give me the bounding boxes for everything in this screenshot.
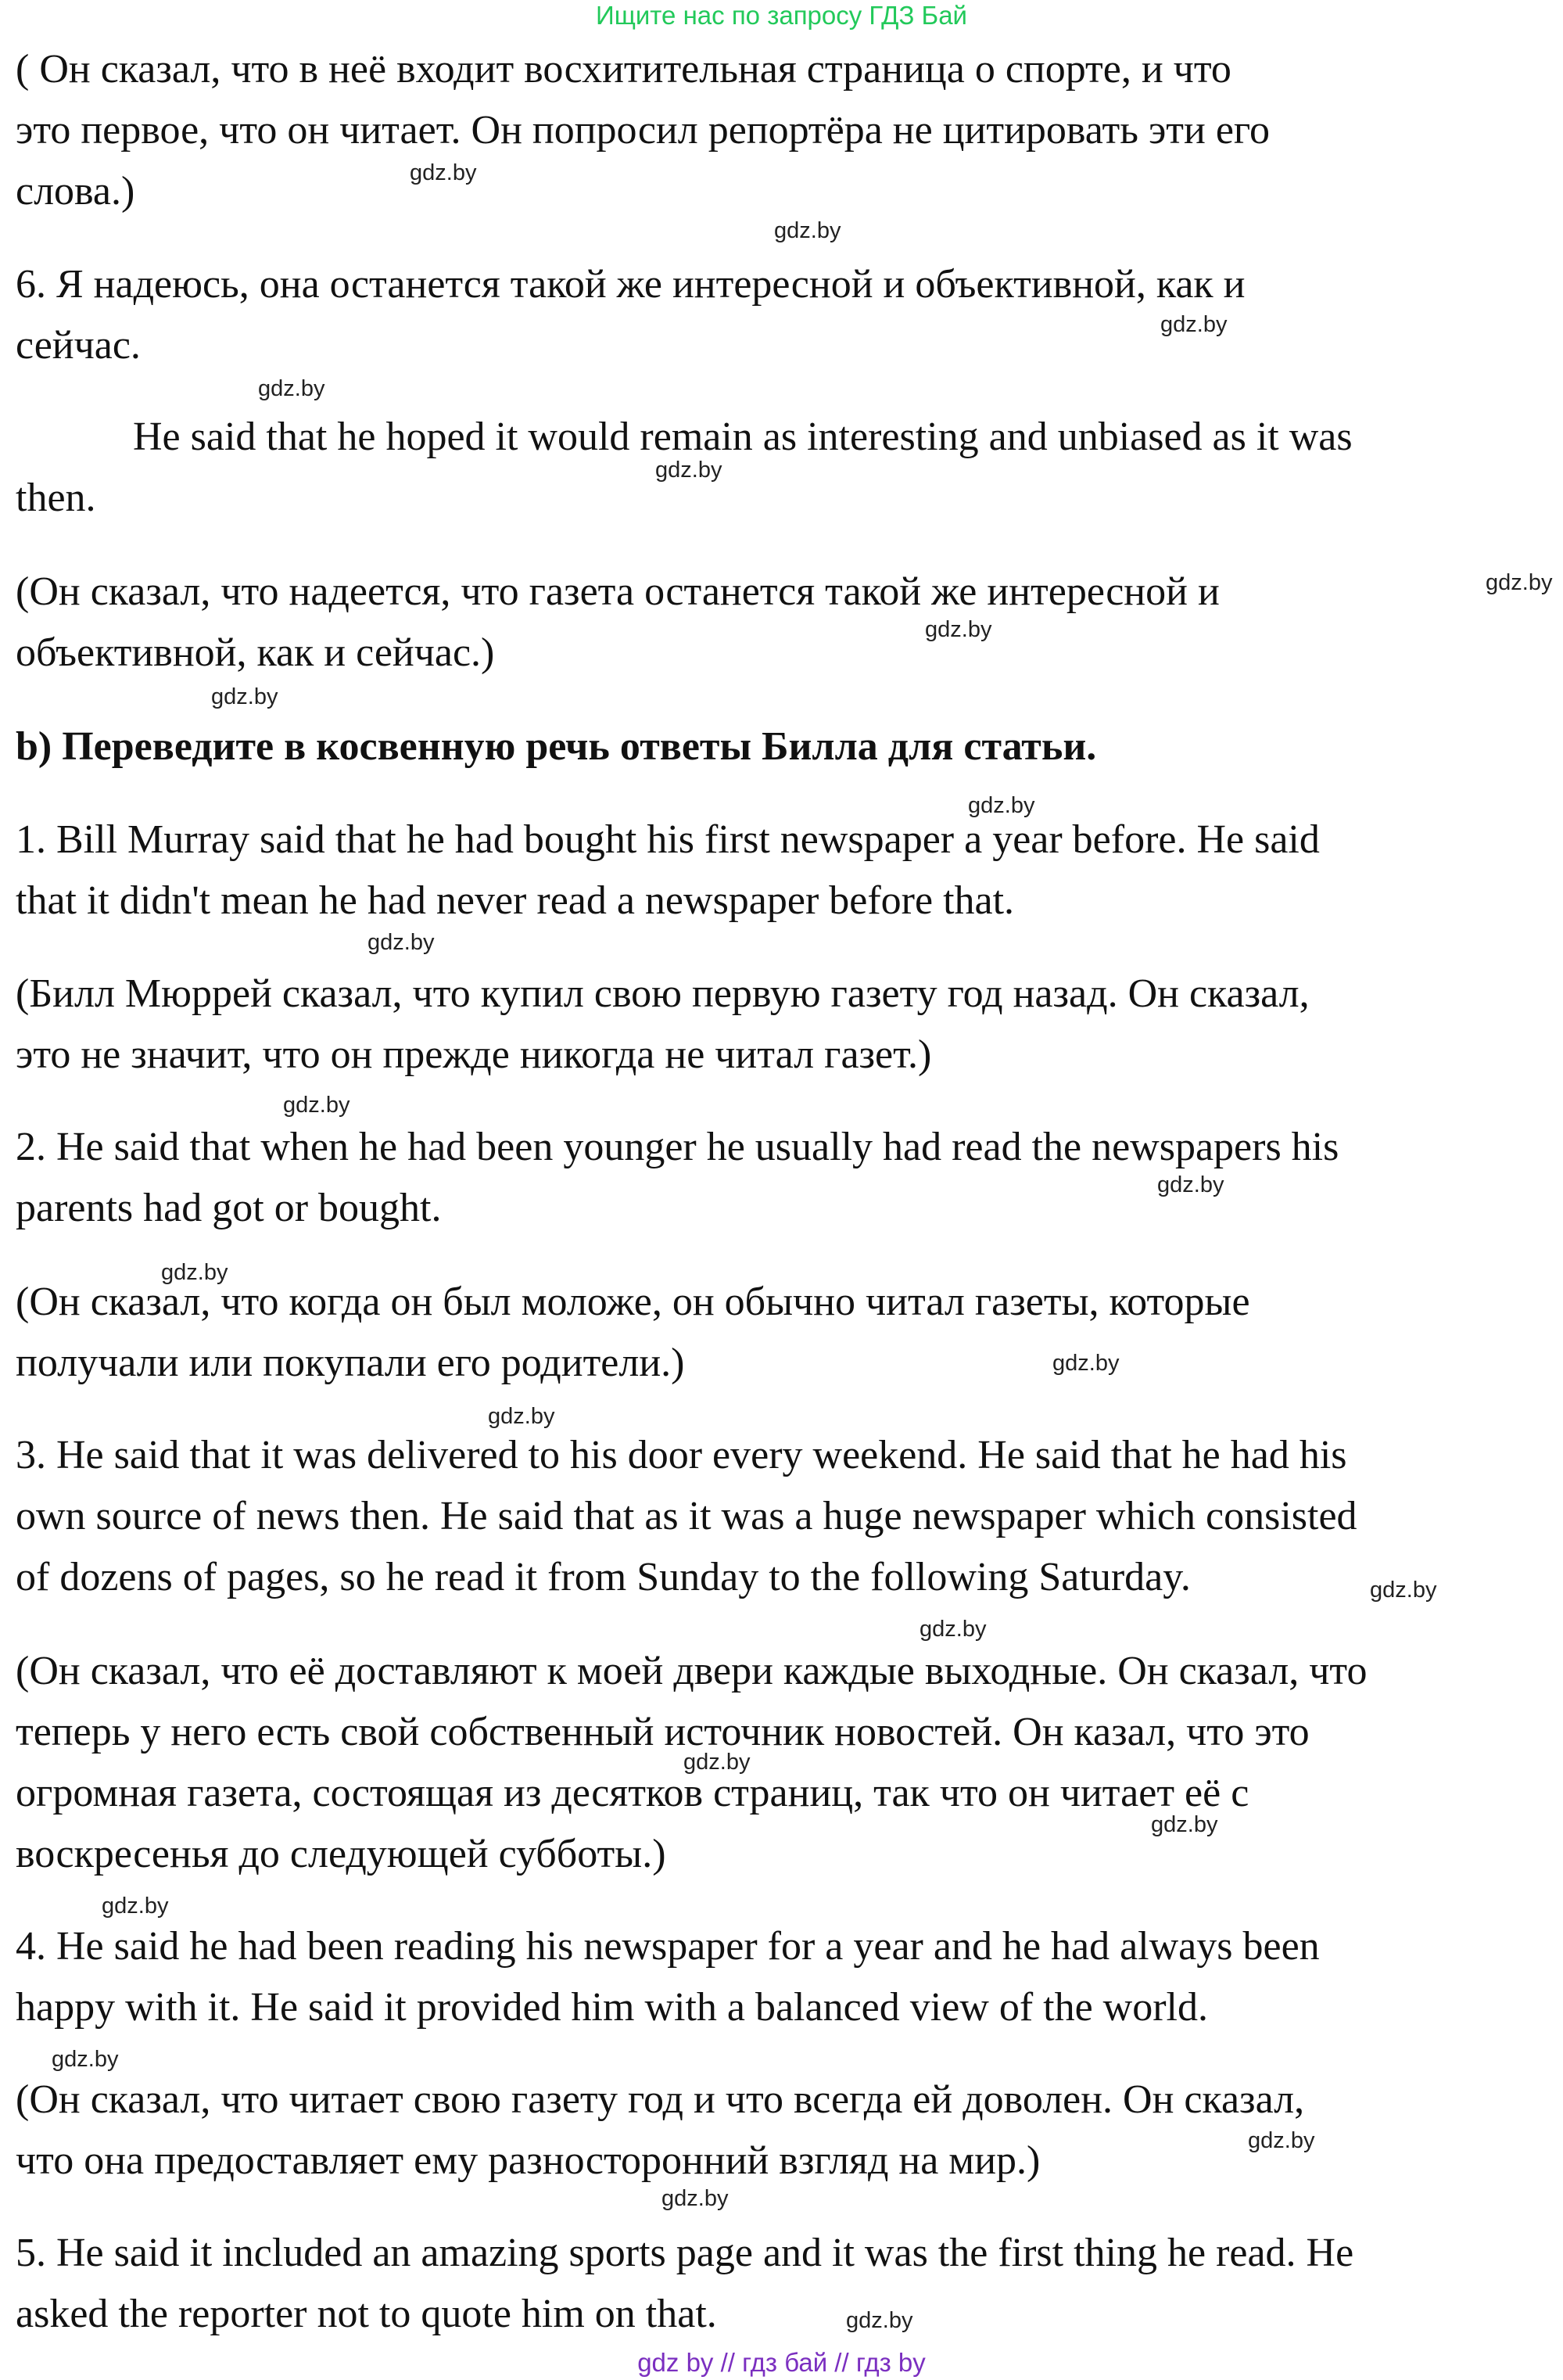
text-line: это не значит, что он прежде никогда не читал газет.) [16, 1032, 932, 1077]
watermark: gdz.by [258, 376, 325, 401]
watermark: gdz.by [1151, 1812, 1218, 1837]
text-line: that it didn't mean he had never read a newspaper before that. [16, 878, 1015, 923]
text-line: parents had got or bought. [16, 1186, 442, 1230]
text-line: 1. Bill Murray said that he had bought his first newspaper a year before. He said [16, 817, 1320, 862]
text-line: что она предоставляет ему разносторонний взгляд на мир.) [16, 2138, 1041, 2183]
watermark: gdz.by [102, 1894, 169, 1919]
watermark: gdz.by [283, 1093, 350, 1118]
text-line: получали или покупали его родители.) [16, 1341, 685, 1385]
watermark: gdz.by [968, 793, 1035, 818]
text-line: это первое, что он читает. Он попросил репортёра не цитировать эти его [16, 108, 1270, 153]
watermark: gdz.by [683, 1750, 751, 1775]
watermark: gdz.by [1370, 1578, 1437, 1603]
text-line: of dozens of pages, so he read it from Sunday to the following Saturday. [16, 1555, 1191, 1599]
watermark: gdz.by [1052, 1351, 1120, 1376]
watermark: gdz.by [661, 2186, 729, 2211]
watermark: gdz.by [1486, 570, 1553, 595]
watermark: gdz.by [1248, 2128, 1315, 2153]
text-line: (Он сказал, что когда он был моложе, он обычно читал газеты, которые [16, 1280, 1250, 1324]
watermark: gdz.by [488, 1404, 555, 1429]
watermark: gdz.by [925, 617, 992, 642]
text-line: then. [16, 476, 96, 520]
watermark: gdz.by [410, 160, 477, 185]
watermark: gdz.by [211, 684, 278, 709]
watermark: gdz.by [846, 2308, 913, 2333]
footer-links[interactable]: gdz by // гдз бай // гдз by [637, 2348, 926, 2377]
text-line: (Он сказал, что надеется, что газета останется такой же интересной и [16, 569, 1220, 614]
watermark: gdz.by [774, 218, 841, 243]
text-line: сейчас. [16, 323, 141, 368]
text-line: ( Он сказал, что в неё входит восхитительная страница о спорте, и что [16, 47, 1231, 92]
text-line: воскресенья до следующей субботы.) [16, 1832, 666, 1876]
text-line: own source of news then. He said that as it was a huge newspaper which consisted [16, 1494, 1357, 1538]
text-line: 2. He said that when he had been younger he usually had read the newspapers his [16, 1125, 1339, 1169]
text-line: слова.) [16, 169, 135, 214]
text-line: 6. Я надеюсь, она останется такой же интересной и объективной, как и [16, 262, 1246, 307]
watermark: gdz.by [655, 458, 722, 483]
text-line: 4. He said he had been reading his newspaper for a year and he had always been [16, 1924, 1320, 1969]
watermark: gdz.by [367, 930, 435, 955]
text-line: (Билл Мюррей сказал, что купил свою первую газету год назад. Он сказал, [16, 971, 1310, 1016]
watermark: gdz.by [1157, 1172, 1224, 1197]
section-heading: b) Переведите в косвенную речь ответы Билла для статьи. [16, 724, 1097, 769]
text-line: огромная газета, состоящая из десятков страниц, так что он читает её с [16, 1771, 1249, 1815]
text-line: asked the reporter not to quote him on that. [16, 2292, 717, 2336]
top-banner[interactable]: Ищите нас по запросу ГДЗ Бай [596, 1, 967, 30]
watermark: gdz.by [52, 2047, 119, 2072]
text-line: 5. He said it included an amazing sports page and it was the first thing he read. He [16, 2231, 1354, 2275]
text-line: теперь у него есть свой собственный источник новостей. Он казал, что это [16, 1710, 1310, 1754]
text-line: (Он сказал, что её доставляют к моей двери каждые выходные. Он сказал, что [16, 1649, 1368, 1693]
text-line: (Он сказал, что читает свою газету год и что всегда ей доволен. Он сказал, [16, 2077, 1305, 2122]
text-line: 3. He said that it was delivered to his door every weekend. He said that he had his [16, 1433, 1347, 1477]
text-line: объективной, как и сейчас.) [16, 630, 495, 675]
watermark: gdz.by [920, 1617, 987, 1642]
watermark: gdz.by [161, 1260, 228, 1285]
text-line: He said that he hoped it would remain as interesting and unbiased as it was [133, 415, 1353, 459]
text-line: happy with it. He said it provided him with a balanced view of the world. [16, 1985, 1208, 2030]
watermark: gdz.by [1160, 312, 1228, 337]
